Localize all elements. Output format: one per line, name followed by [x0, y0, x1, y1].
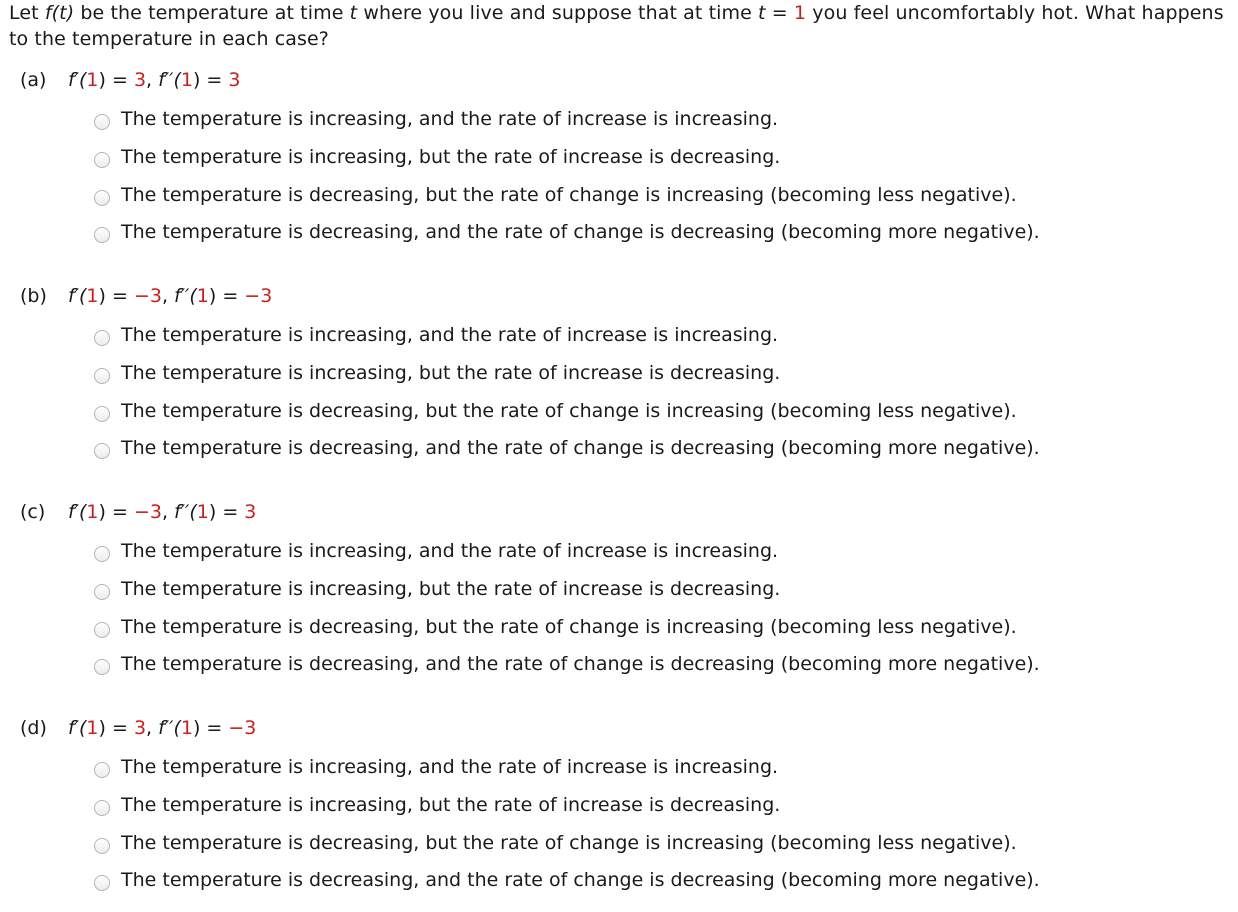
- question-eq: =: [765, 2, 794, 24]
- radio-button[interactable]: [94, 584, 110, 600]
- first-derivative: f′(: [68, 69, 87, 91]
- part-header: [20, 499, 256, 525]
- option-label: The temperature is increasing, but the rate of increase is decreasing.: [121, 146, 781, 168]
- first-derivative-value: −3: [133, 501, 162, 523]
- radio-button[interactable]: [94, 152, 110, 168]
- separator: ,: [146, 69, 159, 91]
- radio-button[interactable]: [94, 838, 110, 854]
- radio-button[interactable]: [94, 368, 110, 384]
- equals: ) =: [98, 285, 134, 307]
- part-header: [20, 67, 240, 93]
- separator: ,: [146, 717, 159, 739]
- radio-button[interactable]: [94, 659, 110, 675]
- question-tail: you feel uncomfortably hot. What happens to the temperature in each case?: [9, 2, 1224, 50]
- equals: ) =: [208, 501, 245, 523]
- second-derivative: f′′(: [158, 69, 181, 91]
- part-header: [20, 283, 272, 309]
- equals: ) =: [192, 69, 229, 91]
- question-mid1: be the temperature at time: [74, 2, 350, 24]
- option-label: The temperature is increasing, but the rate of increase is decreasing.: [121, 362, 781, 384]
- second-derivative-value: −3: [228, 717, 257, 739]
- option-radio[interactable]: [94, 752, 778, 782]
- second-derivative-value: 3: [228, 69, 241, 91]
- arg-value: 1: [86, 69, 99, 91]
- option-label: The temperature is decreasing, and the rate of change is decreasing (becoming more negative).: [121, 221, 1040, 243]
- radio-button[interactable]: [94, 330, 110, 346]
- arg-value: 1: [86, 717, 99, 739]
- option-label: The temperature is decreasing, but the rate of change is increasing (becoming less negative).: [121, 184, 1017, 206]
- radio-button[interactable]: [94, 875, 110, 891]
- option-radio[interactable]: [94, 320, 778, 350]
- option-radio[interactable]: [94, 612, 1017, 642]
- question-mid2: where you live and suppose that at time: [357, 2, 759, 24]
- second-derivative: f′′(: [158, 717, 181, 739]
- option-label: The temperature is decreasing, and the rate of change is decreasing (becoming more negative).: [121, 869, 1040, 891]
- second-derivative: f′′(: [174, 285, 197, 307]
- option-label: The temperature is increasing, and the rate of increase is increasing.: [121, 324, 779, 346]
- option-radio[interactable]: [94, 433, 1040, 463]
- radio-button[interactable]: [94, 800, 110, 816]
- radio-button[interactable]: [94, 190, 110, 206]
- option-label: The temperature is decreasing, but the rate of change is increasing (becoming less negative).: [121, 400, 1017, 422]
- part-letter: (a): [20, 69, 47, 91]
- arg-value: 1: [180, 717, 193, 739]
- option-label: The temperature is decreasing, but the rate of change is increasing (becoming less negative).: [121, 832, 1017, 854]
- option-label: The temperature is increasing, but the rate of increase is decreasing.: [121, 794, 781, 816]
- part-letter: (d): [20, 717, 47, 739]
- part-letter: (c): [20, 501, 46, 523]
- question-prompt: [9, 0, 1224, 52]
- time-variable: t: [349, 2, 358, 24]
- equals: ) =: [98, 69, 134, 91]
- first-derivative-value: −3: [133, 285, 162, 307]
- first-derivative-value: 3: [133, 69, 147, 91]
- arg-value: 1: [86, 285, 99, 307]
- option-radio[interactable]: [94, 536, 778, 566]
- option-radio[interactable]: [94, 828, 1017, 858]
- option-radio[interactable]: [94, 649, 1040, 679]
- separator: ,: [161, 501, 175, 523]
- option-radio[interactable]: [94, 396, 1017, 426]
- option-radio[interactable]: [94, 217, 1040, 247]
- option-radio[interactable]: [94, 104, 778, 134]
- arg-value: 1: [196, 501, 209, 523]
- radio-button[interactable]: [94, 546, 110, 562]
- equals: ) =: [192, 717, 229, 739]
- part-letter: (b): [20, 285, 47, 307]
- option-radio[interactable]: [94, 358, 780, 388]
- arg-value: 1: [180, 69, 193, 91]
- radio-button[interactable]: [94, 443, 110, 459]
- separator: ,: [161, 285, 175, 307]
- option-label: The temperature is decreasing, and the rate of change is decreasing (becoming more negative).: [121, 653, 1040, 675]
- first-derivative: f′(: [68, 501, 87, 523]
- option-label: The temperature is increasing, and the rate of increase is increasing.: [121, 540, 779, 562]
- first-derivative: f′(: [68, 717, 87, 739]
- option-label: The temperature is increasing, and the rate of increase is increasing.: [121, 108, 779, 130]
- option-label: The temperature is decreasing, but the rate of change is increasing (becoming less negative).: [121, 616, 1017, 638]
- equals: ) =: [98, 717, 134, 739]
- radio-button[interactable]: [94, 114, 110, 130]
- first-derivative: f′(: [68, 285, 87, 307]
- option-radio[interactable]: [94, 574, 780, 604]
- radio-button[interactable]: [94, 227, 110, 243]
- option-label: The temperature is increasing, and the rate of increase is increasing.: [121, 756, 779, 778]
- equals: ) =: [208, 285, 245, 307]
- option-radio[interactable]: [94, 180, 1017, 210]
- option-label: The temperature is increasing, but the rate of increase is decreasing.: [121, 578, 781, 600]
- arg-value: 1: [196, 285, 209, 307]
- option-label: The temperature is decreasing, and the rate of change is decreasing (becoming more negative).: [121, 437, 1040, 459]
- second-derivative: f′′(: [174, 501, 197, 523]
- time-value: 1: [793, 2, 807, 24]
- function-name: f(t): [44, 2, 75, 24]
- second-derivative-value: −3: [244, 285, 273, 307]
- question-lead: Let: [9, 2, 45, 24]
- option-radio[interactable]: [94, 142, 780, 172]
- part-header: [20, 715, 256, 741]
- first-derivative-value: 3: [133, 717, 147, 739]
- radio-button[interactable]: [94, 622, 110, 638]
- second-derivative-value: 3: [244, 501, 257, 523]
- option-radio[interactable]: [94, 865, 1040, 895]
- option-radio[interactable]: [94, 790, 780, 820]
- time-variable-2: t: [758, 2, 766, 24]
- arg-value: 1: [86, 501, 99, 523]
- radio-button[interactable]: [94, 406, 110, 422]
- radio-button[interactable]: [94, 762, 110, 778]
- equals: ) =: [98, 501, 134, 523]
